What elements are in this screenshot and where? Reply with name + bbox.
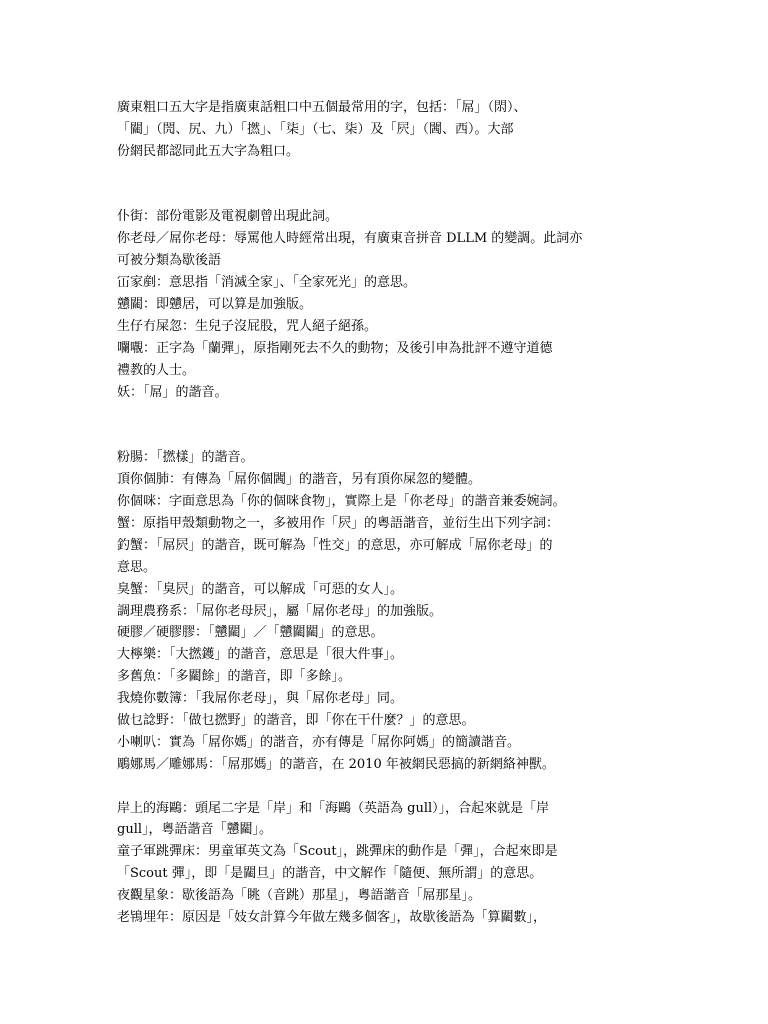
text-line: 意思。 (117, 559, 157, 575)
paragraph-spacer (117, 163, 662, 207)
text-line: 調理農務系：「屌你老母屄」，屬「屌你老母」的加強版。 (117, 603, 443, 619)
text-line: 可被分類為歇後語 (117, 253, 222, 269)
text-line: 禮教的人士。 (117, 362, 196, 378)
text-line: 做乜諗野：「做乜撚野」的諧音，即「你在干什麼？」的意思。 (117, 712, 475, 728)
intro-paragraph (117, 97, 662, 163)
text-line: 你老母／屌你老母：辱罵他人時經常出現，有廣東音拼音 DLLM 的變調。此詞亦 (117, 231, 583, 247)
text-line: 㘓𡃁：正字為「蘭彈」，原指剛死去不久的動物；及後引申為批評不遵守道德 (117, 340, 553, 356)
text-line: 鵰娜馬／雕娜馬：「屌那媽」的諧音，在 2010 年被網民惡搞的新網絡神獸。 (117, 756, 555, 772)
text-line: gull」，粵語諧音「戇𨶙」。 (117, 822, 273, 838)
text-line: 「𨶙」（閌、尻、九）「撚」、「柒」（七、柒）及「屄」（閪、西）。大部 (117, 121, 514, 137)
text-line: 多舊魚：「多𨶙餘」的諧音，即「多餘」。 (117, 669, 352, 685)
text-line: 你個咪：字面意思為「你的個咪食物」，實際上是「你老母」的諧音兼委婉詞。 (117, 494, 566, 510)
paragraph-spacer (117, 776, 662, 798)
section-common-terms (117, 206, 662, 403)
text-line: 生仔冇屎忽：生兒子沒屁股，咒人絕子絕孫。 (117, 318, 378, 334)
paragraph-spacer (117, 403, 662, 447)
text-line: 夜觀星象：歇後語為「眺（音跳）那星」，粵語諧音「屌那星」。 (117, 888, 482, 904)
text-line: 老鴇埋年：原因是「妓女計算今年做左幾多個客」，故歇後語為「算𨶙數」， (117, 909, 547, 925)
text-line: 份網民都認同此五大字為粗口。 (117, 143, 300, 159)
text-line: 戇𨶙：即戇居，可以算是加強版。 (117, 297, 313, 313)
text-line: 釣蟹：「屌屄」的諧音，既可解為「性交」的意思，亦可解成「屌你老母」的 (117, 537, 553, 553)
section-homophones (117, 447, 662, 775)
text-line: 童子軍跳彈床：男童軍英文為「Scout」，跳彈床的動作是「彈」，合起來即是 (117, 844, 558, 860)
text-line: 冚家剷：意思指「消滅全家」、「全家死光」的意思。 (117, 275, 417, 291)
text-line: 蟹：原指甲殼類動物之一，多被用作「屄」的粵語諧音，並衍生出下列字詞： (117, 515, 560, 531)
text-line: 臭蟹：「臭屄」的諧音，可以解成「可惡的女人」。 (117, 581, 404, 597)
document-body (117, 97, 662, 929)
text-line: 頂你個肺：有傳為「屌你個閪」的諧音，另有頂你屎忽的變體。 (117, 472, 482, 488)
text-line: 仆街：部份電影及電視劇曾出現此詞。 (117, 209, 339, 225)
text-line: 廣東粗口五大字是指廣東話粗口中五個最常用的字，包括：「屌」（𨳒）、 (117, 100, 527, 115)
text-line: 「Scout 彈」，即「是𨶙旦」的諧音，中文解作「隨便、無所謂」的意思。 (117, 866, 543, 882)
text-line: 小喇叭：實為「屌你媽」的諧音，亦有傳是「屌你阿媽」的簡讀諧音。 (117, 734, 521, 750)
section-xiehouyu (117, 798, 662, 929)
text-line: 粉腸：「撚樣」的諧音。 (117, 450, 254, 466)
text-line: 妖：「屌」的諧音。 (117, 384, 228, 400)
text-line: 岸上的海鷗：頭尾二字是「岸」和「海鷗（英語為 gull）」，合起來就是「岸 (117, 800, 550, 816)
text-line: 我燒你數簿：「我屌你老母」，與「屌你老母」同。 (117, 691, 404, 707)
text-line: 大檸樂：「大撚鑊」的諧音，意思是「很大件事」。 (117, 647, 404, 663)
text-line: 硬膠／硬膠膠：「戇𨶙」／「戇𨶙𨶙」的意思。 (117, 625, 384, 641)
